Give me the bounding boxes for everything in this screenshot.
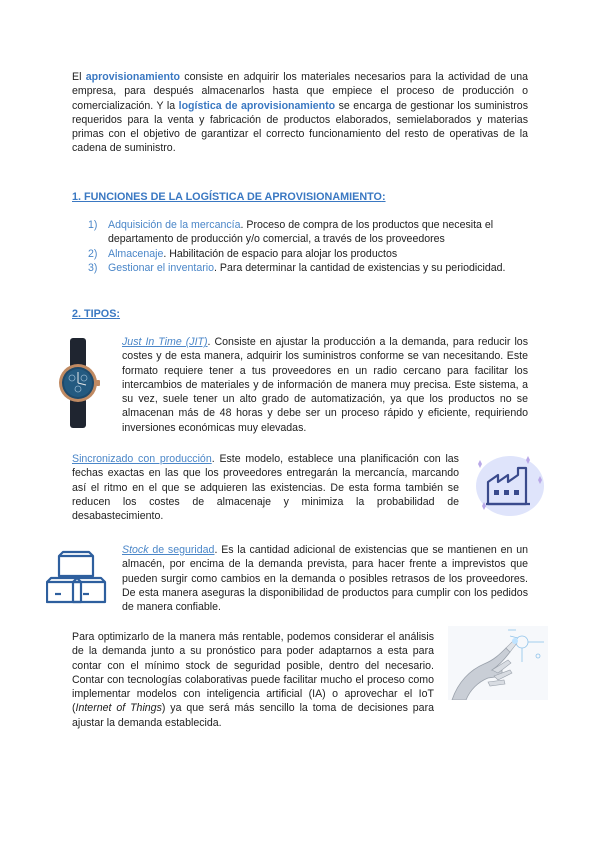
jit-paragraph xyxy=(122,335,528,435)
sync-desc: . Este modelo, establece una planificación con las fechas exactas en las que los proveedores entregarán la mercancía, marcando así el ritmo en el que se adquieren las existencias. De esta forma también se reducen los costes de almacenaje y minimiza la probabilidad de desabastecimiento. xyxy=(72,453,459,523)
section2-suffix: : xyxy=(116,308,121,320)
functions-list xyxy=(88,218,528,275)
sync-paragraph xyxy=(72,452,459,523)
list-number: 1) xyxy=(88,219,98,231)
jit-desc: . Consiste en ajustar la producción a la demanda, para reducir los costes y de esta manera, adquirir los suministros conforme se van necesitando. Este formato requiere tener a tus proveedores en un radio cercano para facilitar los intercambios de materiales y de información de manera muy precisa. Este sistema, a su vez, suele tener un alto grado de automatización, ya que los productos no se almacenan más de 48 horas y debe ser un proceso rápido y eficiente, requiriendo inversiones económicas muy elevadas. xyxy=(122,336,528,434)
list-term: Adquisición de la mercancía xyxy=(108,219,241,231)
intro-paragraph xyxy=(72,70,528,156)
intro-text-3: se encarga de gestionar los suministros requeridos para la venta y fabricación de productos elaborados, semielaborados y materias primas con el objetivo de garantizar el correcto funcionamiento del resto de operativas de la cadena de suministro. xyxy=(72,99,528,155)
list-item xyxy=(88,247,528,261)
optimize-text-2: ) ya que será más sencillo la toma de decisiones para ajustar la demanda establecida. xyxy=(72,702,434,729)
list-term: Almacenaje xyxy=(108,247,164,260)
list-item xyxy=(88,218,528,247)
watch-image xyxy=(54,338,102,428)
robot-hand-image xyxy=(448,626,548,700)
factory-icon xyxy=(472,450,548,520)
optimize-text-1: Para optimizarlo de la manera más rentable, podemos considerar el análisis de la demanda junto a su pronóstico para poder adaptarnos a esta para contar con el mínimo stock de seguridad posible, dentro del necesario. Contar con tecnologías colaborativas puede facilitar mucho el proceso como implementar modelos con inteligencia artificial (IA) o aprovechar el IoT ( xyxy=(72,631,434,715)
boxes-icon xyxy=(46,548,108,604)
section1-heading xyxy=(72,190,386,204)
stock-term-a: Stock xyxy=(122,544,149,556)
list-number: 2) xyxy=(88,247,98,260)
optimize-emphasis: Internet of Things xyxy=(75,702,162,715)
jit-term: Just In Time (JIT) xyxy=(122,336,208,348)
sync-term: Sincronizado con producción xyxy=(72,453,212,465)
section1-suffix: : xyxy=(381,191,386,203)
section1-title: 1. FUNCIONES DE LA LOGÍSTICA DE APROVISIONAMIENTO xyxy=(72,191,382,203)
keyword-aprovisionamiento: aprovisionamiento xyxy=(85,71,180,83)
intro-text-1: El xyxy=(72,71,86,83)
list-desc: . Proceso de compra de los productos que necesita el departamento de producción y/o comercial, a través de los proveedores xyxy=(108,219,494,246)
keyword-logistica: logística de aprovisionamiento xyxy=(178,99,336,112)
stock-term-b: de seguridad xyxy=(148,544,215,556)
optimize-paragraph xyxy=(72,630,434,730)
section2-heading xyxy=(72,307,120,321)
intro-text-2: consiste en adquirir los materiales necesarios para la actividad de una empresa, para después almacenarlos hasta que empiece el proceso de producción o comercialización. Y la xyxy=(72,71,528,112)
section2-title: 2. TIPOS xyxy=(72,308,117,320)
list-term: Gestionar el inventario xyxy=(108,261,214,274)
list-number: 3) xyxy=(88,261,98,274)
list-item xyxy=(88,261,528,275)
stock-desc: . Es la cantidad adicional de existencias que se mantienen en un almacén, por encima de la demanda prevista, para hacer frente a imprevistos que pueden surgir como cambios en la demanda o posibles retrasos de los proveedores. De esta manera aseguras la disponibilidad de productos para cumplir con los pedidos de manera confiable. xyxy=(122,544,529,614)
list-desc: . Habilitación de espacio para alojar los productos xyxy=(163,247,398,260)
list-desc: . Para determinar la cantidad de existencias y su periodicidad. xyxy=(214,261,506,274)
stock-paragraph xyxy=(122,543,528,614)
